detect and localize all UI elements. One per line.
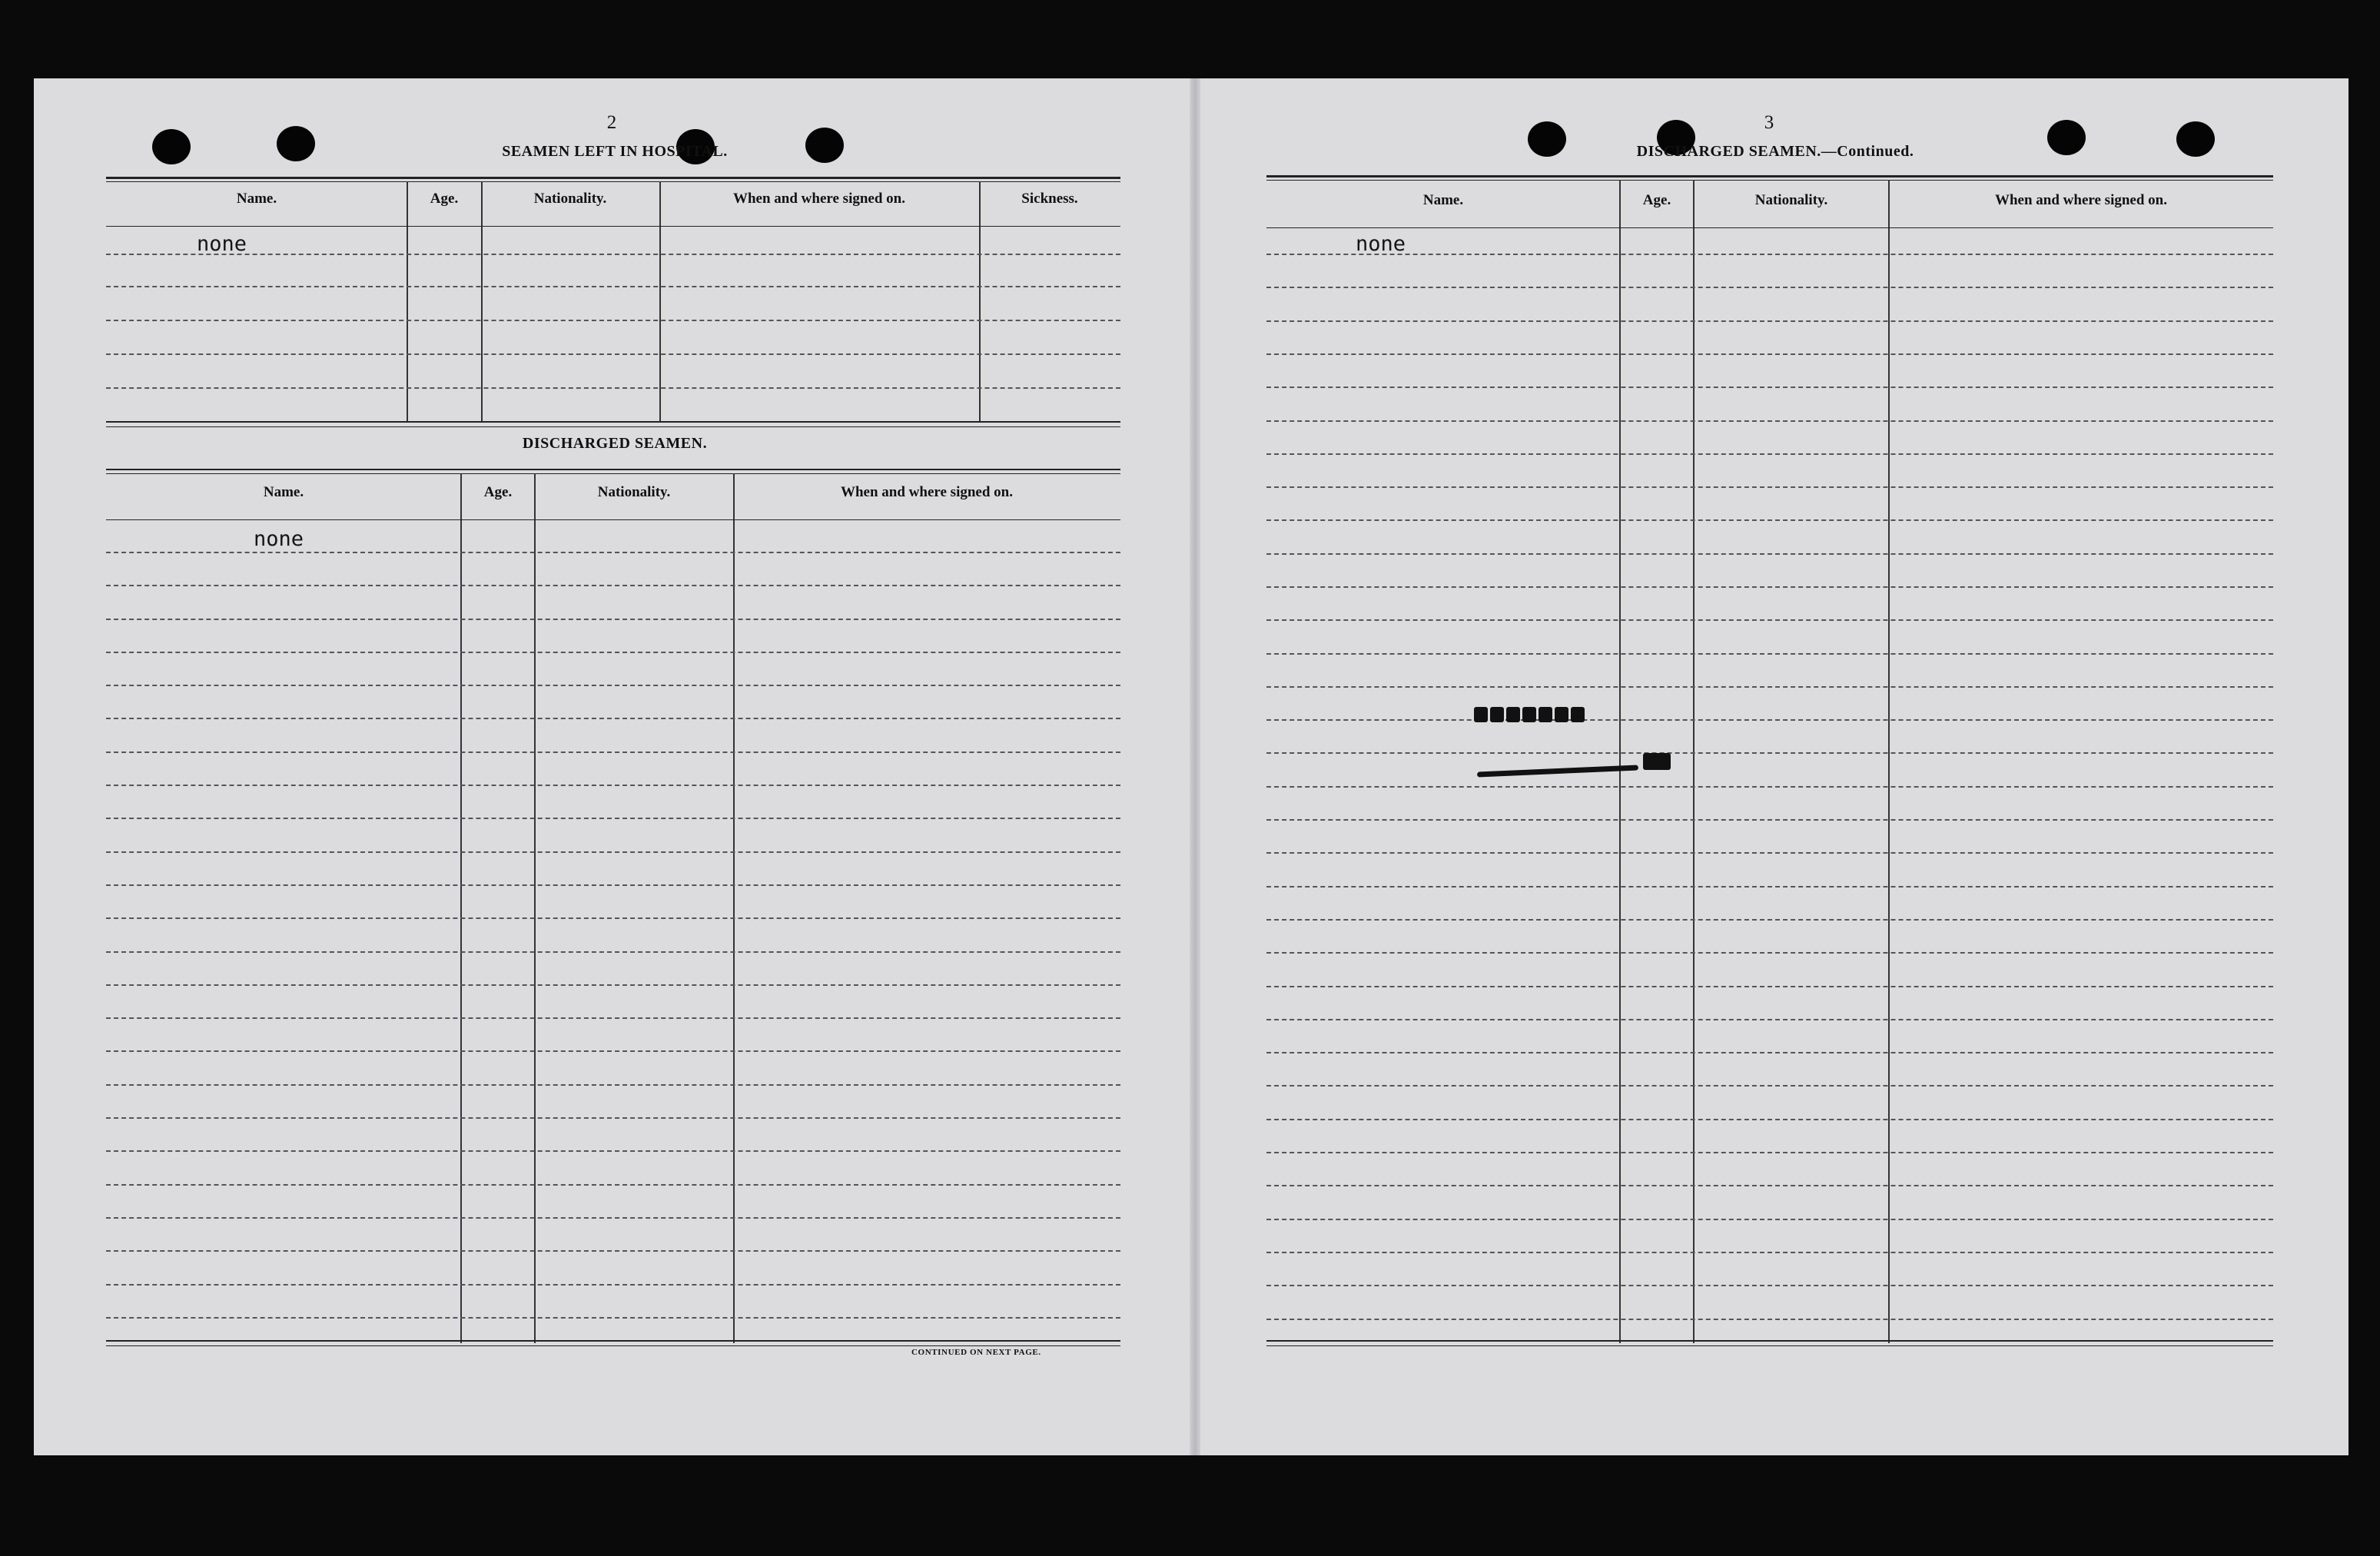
- table-row: [1266, 1252, 2273, 1253]
- page-gutter: [1190, 78, 1200, 1455]
- punch-hole: [1528, 121, 1566, 157]
- table-row: [1266, 619, 2273, 621]
- section-title-discharged-continued: DISCHARGED SEAMEN.—Continued.: [1636, 143, 1914, 160]
- table-row: [1266, 553, 2273, 555]
- table-row: [106, 585, 1120, 586]
- table-top-rule: [106, 469, 1120, 470]
- table-row: [106, 387, 1120, 389]
- table-row: [1266, 1019, 2273, 1020]
- ink-stamp-mark: [1643, 753, 1671, 770]
- column-divider: [979, 181, 981, 421]
- table-row: [106, 851, 1120, 853]
- table-row: [106, 652, 1120, 653]
- column-divider: [460, 473, 462, 1343]
- right-page: [1196, 78, 2348, 1455]
- section-title-discharged: DISCHARGED SEAMEN.: [522, 435, 708, 452]
- discharged-entry: none: [254, 527, 304, 551]
- table-header-rule: [1266, 180, 2273, 181]
- table-row: [1266, 686, 2273, 688]
- table-row: [106, 552, 1120, 553]
- table-row: [1266, 1285, 2273, 1286]
- column-header-signed-on: When and where signed on.: [732, 191, 905, 207]
- column-divider: [407, 181, 408, 421]
- table-row: [106, 254, 1120, 255]
- page-number: 2: [606, 112, 617, 133]
- table-row: [1266, 819, 2273, 821]
- punch-hole: [277, 126, 315, 161]
- table-row: [1266, 719, 2273, 721]
- row-rule: [106, 519, 1120, 520]
- column-header-signed-on: When and where signed on.: [840, 484, 1013, 500]
- discharged-entry: none: [1356, 232, 1406, 256]
- table-row: [1266, 287, 2273, 288]
- column-header-age: Age.: [483, 484, 513, 500]
- continued-note: CONTINUED ON NEXT PAGE.: [911, 1348, 1041, 1357]
- table-bottom-rule: [1266, 1340, 2273, 1342]
- table-row: [1266, 586, 2273, 588]
- column-header-name: Name.: [1422, 192, 1464, 208]
- table-row: [106, 353, 1120, 355]
- table-row: [106, 1217, 1120, 1219]
- ink-stamp-mark: [1474, 707, 1585, 722]
- column-divider: [733, 473, 735, 1343]
- table-row: [1266, 1052, 2273, 1053]
- table-row: [106, 1117, 1120, 1119]
- table-row: [1266, 387, 2273, 388]
- punch-hole: [152, 129, 191, 164]
- table-row: [1266, 752, 2273, 754]
- table-header-rule: [106, 181, 1120, 182]
- table-row: [106, 1084, 1120, 1086]
- table-bottom-rule: [106, 1345, 1120, 1346]
- table-row: [106, 320, 1120, 321]
- table-row: [106, 1184, 1120, 1186]
- hospital-entry: none: [197, 232, 247, 256]
- column-header-nationality: Nationality.: [597, 484, 671, 500]
- column-header-sickness: Sickness.: [1021, 191, 1078, 207]
- table-row: [1266, 886, 2273, 887]
- table-row: [106, 917, 1120, 919]
- table-bottom-rule: [106, 421, 1120, 423]
- column-header-name: Name.: [263, 484, 304, 500]
- column-header-nationality: Nationality.: [1754, 192, 1828, 208]
- table-row: [106, 818, 1120, 819]
- table-row: [106, 685, 1120, 686]
- row-rule: [106, 226, 1120, 227]
- column-header-age: Age.: [1642, 192, 1671, 208]
- table-row: [106, 619, 1120, 620]
- table-row: [1266, 519, 2273, 521]
- table-row: [1266, 852, 2273, 854]
- table-row: [1266, 1319, 2273, 1320]
- table-row: [106, 1017, 1120, 1019]
- punch-hole: [2047, 120, 2086, 155]
- table-row: [1266, 786, 2273, 788]
- table-row: [106, 984, 1120, 986]
- section-title-hospital: SEAMEN LEFT IN HOSPITAL.: [502, 143, 728, 160]
- table-bottom-rule: [106, 1340, 1120, 1342]
- column-divider: [481, 181, 483, 421]
- table-row: [1266, 952, 2273, 954]
- table-row: [106, 718, 1120, 719]
- table-row: [1266, 254, 2273, 255]
- table-row: [1266, 1152, 2273, 1153]
- column-divider: [534, 473, 536, 1343]
- table-row: [106, 1317, 1120, 1319]
- table-row: [1266, 353, 2273, 355]
- table-row: [1266, 1119, 2273, 1120]
- table-row: [1266, 1085, 2273, 1087]
- table-row: [1266, 486, 2273, 488]
- row-rule: [1266, 227, 2273, 228]
- table-header-rule: [106, 473, 1120, 474]
- page-number: 3: [1764, 112, 1774, 133]
- left-page: [34, 78, 1194, 1455]
- table-row: [1266, 453, 2273, 455]
- table-row: [1266, 919, 2273, 921]
- table-row: [106, 751, 1120, 753]
- column-header-age: Age.: [430, 191, 459, 207]
- table-row: [106, 286, 1120, 287]
- column-header-nationality: Nationality.: [533, 191, 607, 207]
- table-row: [106, 1150, 1120, 1152]
- table-bottom-rule: [1266, 1345, 2273, 1346]
- table-row: [106, 951, 1120, 953]
- column-divider: [659, 181, 661, 421]
- table-row: [1266, 1219, 2273, 1220]
- table-row: [1266, 1185, 2273, 1186]
- column-header-signed-on: When and where signed on.: [1994, 192, 2167, 208]
- punch-hole: [805, 128, 844, 163]
- column-header-name: Name.: [236, 191, 277, 207]
- table-bottom-rule: [106, 426, 1120, 427]
- punch-hole: [2176, 121, 2215, 157]
- table-row: [1266, 653, 2273, 655]
- table-row: [106, 1250, 1120, 1252]
- table-row: [1266, 320, 2273, 322]
- table-row: [106, 1284, 1120, 1286]
- table-row: [1266, 420, 2273, 422]
- table-row: [106, 1050, 1120, 1052]
- table-row: [1266, 986, 2273, 987]
- table-top-rule: [1266, 175, 2273, 177]
- table-row: [106, 785, 1120, 786]
- table-row: [106, 884, 1120, 886]
- table-top-rule: [106, 177, 1120, 179]
